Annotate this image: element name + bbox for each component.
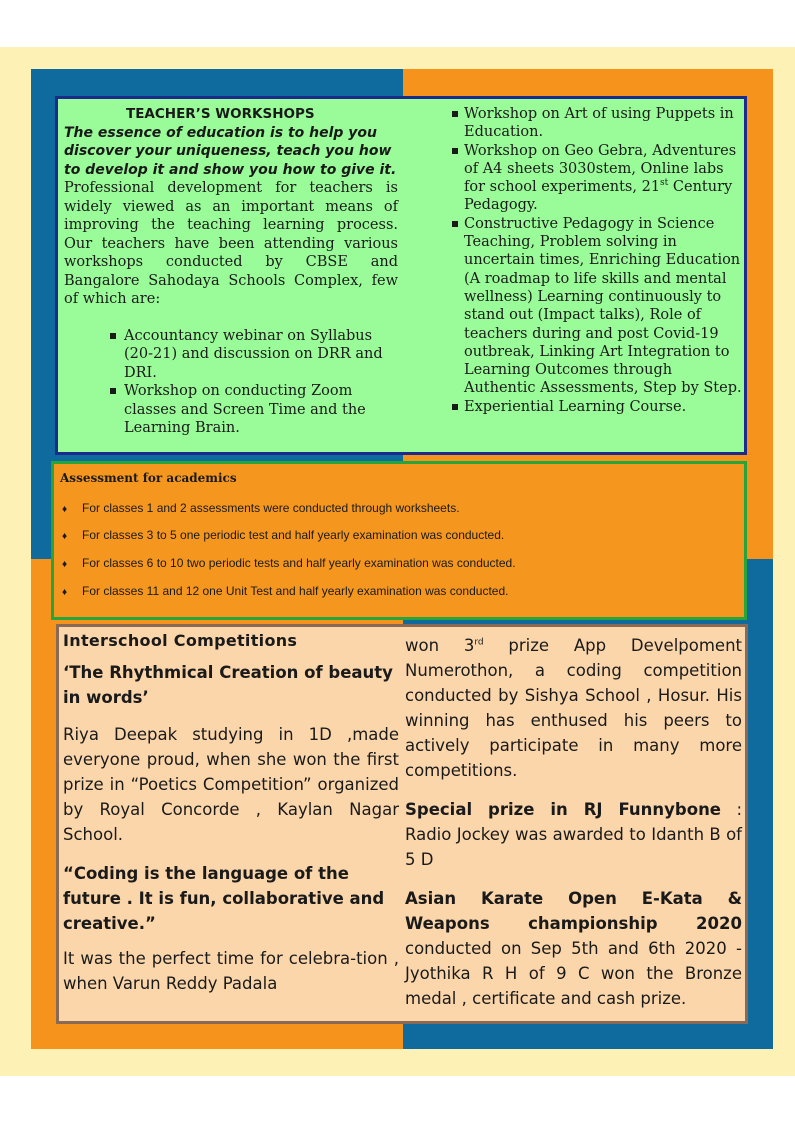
assessment-item: ♦ For classes 6 to 10 two periodic tests and half yearly examination was conducted. [62, 556, 516, 570]
workshops-title: TEACHER’S WORKSHOPS [126, 106, 315, 122]
workshops-quote: The essence of education is to help you discover your uniqueness, teach you how to develop it and show you how to give it. [64, 124, 397, 178]
list-item-text: Workshop on Geo Gebra, Adventures of A4 sheets 3030stem, Online labs for school experiments, 21 [464, 142, 737, 196]
list-item: Experiential Learning Course. [450, 398, 742, 416]
interschool-right-column [405, 633, 742, 1011]
poetics-title: ‘The Rhythmical Creation of beauty in words’ [63, 663, 393, 707]
workshops-right-list [450, 105, 742, 416]
coding-continued-text: won 3rd prize App Develpoment Numerothon, a coding competition conducted by Sishya School , Hosur. His winning has enthused his peers to actively participate in many more competitions. [405, 636, 743, 780]
diamond-bullet-icon: ♦ [62, 531, 68, 542]
assessment-item: ♦ For classes 11 and 12 one Unit Test and half yearly examination was conducted. [62, 584, 509, 598]
coding-text: It was the perfect time for celebra-tion , when Varun Reddy Padala [63, 949, 399, 993]
diamond-bullet-icon: ♦ [62, 559, 68, 570]
superscript: rd [474, 637, 484, 648]
list-item: Constructive Pedagogy in Science Teaching, Problem solving in uncertain times, Enriching Education (A roadmap to life skills and mental wellness) Learning continuously to stand out (Impact talks), Role of teachers during and post Covid-19 outbreak, Linking Art Integration to Learning Outcomes through Authentic Assessments, Step by Step. [450, 215, 742, 398]
assessment-section [51, 461, 747, 620]
rj-funnybone-title: Special prize in RJ Funnybone [405, 800, 722, 819]
assessment-item: ♦ For classes 3 to 5 one periodic test and half yearly examination was conducted. [62, 528, 505, 542]
karate-title: Asian Karate Open E-Kata & Weapons championship 2020 [405, 889, 742, 933]
teacher-workshops-section [55, 96, 747, 455]
list-item [450, 142, 742, 215]
interschool-left-column [63, 631, 399, 996]
list-item-text: Century Pedagogy. [464, 179, 733, 214]
interschool-section [56, 624, 748, 1024]
list-item: Workshop on Art of using Puppets in Education. [450, 105, 742, 142]
list-item: Accountancy webinar on Syllabus (20-21) and discussion on DRR and DRI. [108, 327, 398, 383]
assessment-title: Assessment for academics [60, 471, 237, 485]
workshops-intro: Professional development for teachers is widely viewed as an important means of improving the teaching learning process. Our teachers have been attending various workshops conducted by CBSE and Bangalore Sahodaya Schools Complex, few of which are: [64, 180, 398, 307]
rj-funnybone-text: Special prize in RJ Funnybone : Radio Jockey was awarded to Idanth B of 5 D [405, 800, 743, 869]
diamond-bullet-icon: ♦ [62, 504, 68, 515]
workshops-right-column [450, 105, 742, 416]
karate-text: Asian Karate Open E-Kata & Weapons championship 2020 conducted on Sep 5th and 6th 2020 - Jyothika R H of 9 C won the Bronze medal , certificate and cash prize. [405, 889, 742, 1008]
poetics-text: Riya Deepak studying in 1D ,made everyone proud, when she won the first prize in “Poetics Competition” organized by Royal Concorde , Kaylan Nagar School. [63, 725, 399, 844]
superscript: st [660, 178, 669, 189]
workshops-left-column [64, 105, 398, 438]
interschool-heading: Interschool Competitions [63, 631, 298, 650]
diamond-bullet-icon: ♦ [62, 587, 68, 598]
workshops-left-list [64, 327, 398, 438]
assessment-item: ♦ For classes 1 and 2 assessments were conducted through worksheets. [62, 501, 460, 515]
coding-title: “Coding is the language of the future . It is fun, collaborative and creative.” [63, 864, 385, 933]
list-item: Workshop on conducting Zoom classes and Screen Time and the Learning Brain. [108, 382, 398, 438]
